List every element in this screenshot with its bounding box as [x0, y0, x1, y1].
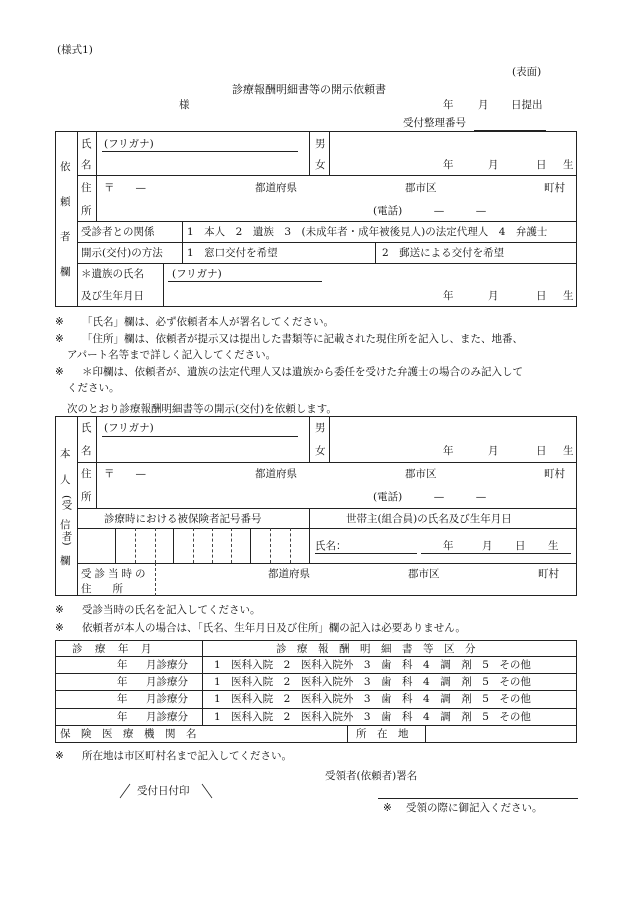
note-mark: ※ [55, 316, 64, 328]
past-town: 町村 [538, 568, 559, 580]
note-text: アパート名等まで詳しく記入してください。 [67, 349, 277, 361]
note-mark: ※ [55, 750, 64, 762]
householder-dob-month: 月 [482, 540, 493, 552]
date-month: 月 [478, 99, 489, 111]
patient-section-char: 欄 [60, 555, 71, 567]
period-row-year: 年 [117, 693, 128, 705]
period-header: 診 療 年 月 [72, 643, 153, 655]
insured-no-label: 診療時における被保険者記号番号 [104, 513, 262, 525]
note-text: 受診当時の氏名を記入してください。 [82, 604, 261, 616]
householder-name-label: 氏名： [315, 540, 347, 552]
requester-addr-label: 所 [81, 205, 92, 217]
form-code: (様式1) [57, 44, 93, 56]
bereaved-label: 及び生年月日 [81, 290, 144, 302]
period-row-year: 年 [117, 711, 128, 723]
requester-section-char: 者 [60, 231, 71, 243]
requester-town: 町村 [544, 182, 565, 194]
note-mark: ※ [55, 333, 64, 345]
past-pref: 都道府県 [268, 568, 310, 580]
bereaved-dob-day: 日 [536, 290, 547, 302]
patient-section-char: (受 [60, 495, 73, 510]
requester-section-char: 頼 [60, 196, 71, 208]
patient-addr-label: 住 [81, 468, 92, 480]
householder-name-input[interactable] [315, 553, 417, 554]
period-row-month: 月診療分 [146, 711, 188, 723]
stamp-left-slash [120, 784, 130, 798]
institution-label: 保 険 医 療 機 関 名 [60, 728, 197, 740]
requester-pref: 都道府県 [255, 182, 297, 194]
requester-section-char: 欄 [60, 266, 71, 278]
requester-postal[interactable]: 〒 — [104, 182, 146, 194]
patient-name-input[interactable] [102, 436, 298, 437]
note-mark: ※ [383, 802, 392, 814]
requester-dob-suffix: 生 [563, 159, 574, 171]
request-sentence: 次のとおり診療報酬明細書等の開示(交付)を依頼します。 [67, 403, 337, 415]
patient-furigana: (フリガナ) [104, 422, 154, 434]
bereaved-dob-year: 年 [443, 290, 454, 302]
householder-label: 世帯主(組合員)の氏名及び生年月日 [346, 513, 512, 525]
patient-name-label: 名 [81, 445, 92, 457]
patient-name-label: 氏 [81, 422, 92, 434]
patient-phone[interactable]: (電話) — — [373, 491, 487, 503]
date-day: 日提出 [511, 99, 543, 111]
patient-section-char: 信 [60, 519, 71, 531]
requester-city: 郡市区 [405, 182, 437, 194]
period-row-year: 年 [117, 659, 128, 671]
period-row-classes[interactable]: 1 医科入院 2 医科入院外 3 歯 科 4 調 剤 5 その他 [214, 676, 531, 688]
reception-no-label: 受付整理番号 [403, 117, 466, 129]
requester-sex-male[interactable]: 男 [315, 138, 326, 150]
householder-dob-day: 日 [515, 540, 526, 552]
patient-section-char: 者) [60, 531, 73, 546]
relation-options[interactable]: 1 本人 2 遺族 3 (未成年者・成年被後見人)の法定代理人 4 弁護士 [187, 226, 548, 238]
patient-sex-female[interactable]: 女 [315, 445, 326, 457]
note-mark: ※ [55, 604, 64, 616]
householder-dob-suffix: 生 [548, 540, 559, 552]
stamp-label: 受付日付印 [137, 785, 190, 797]
recipient-signature-line[interactable] [378, 798, 578, 799]
period-row-month: 月診療分 [146, 676, 188, 688]
requester-name-label: 名 [81, 159, 92, 171]
note-text: 受領の際に御記入ください。 [406, 802, 543, 814]
patient-city: 郡市区 [405, 468, 437, 480]
requester-name-label: 氏 [81, 138, 92, 150]
patient-dob-year: 年 [443, 445, 454, 457]
patient-dob-suffix: 生 [563, 445, 574, 457]
relation-label: 受診者との関係 [81, 226, 155, 238]
requester-section-char: 依 [60, 161, 71, 173]
requester-dob-year: 年 [443, 159, 454, 171]
side-label: (表面) [512, 66, 542, 78]
patient-sex-male[interactable]: 男 [315, 422, 326, 434]
note-text: 「住所」欄は、依頼者が提示又は提出した書類等に記載された現住所を記入し、また、地番、 [82, 333, 523, 345]
patient-section-char: 本 [60, 448, 71, 460]
location-label: 所 在 地 [356, 728, 409, 740]
period-row-classes[interactable]: 1 医科入院 2 医科入院外 3 歯 科 4 調 剤 5 その他 [214, 659, 531, 671]
note-text: 所在地は市区町村名まで記入してください。 [82, 750, 292, 762]
bereaved-dob-suffix: 生 [563, 290, 574, 302]
patient-postal[interactable]: 〒 — [104, 468, 146, 480]
recipient-signature-label: 受領者(依頼者)署名 [325, 770, 418, 782]
method-option-counter[interactable]: 1 窓口交付を希望 [187, 247, 278, 259]
bereaved-name-input[interactable] [168, 281, 322, 282]
page-title: 診療報酬明細書等の開示依頼書 [232, 83, 386, 96]
householder-dob-input[interactable] [421, 553, 571, 554]
bereaved-furigana: (フリガナ) [172, 268, 222, 280]
patient-dob-month: 月 [488, 445, 499, 457]
bereaved-label: ＊遺族の氏名 [81, 268, 144, 280]
stamp-right-slash [202, 784, 212, 798]
period-row-month: 月診療分 [146, 659, 188, 671]
period-row-classes[interactable]: 1 医科入院 2 医科入院外 3 歯 科 4 調 剤 5 その他 [214, 711, 531, 723]
period-row-month: 月診療分 [146, 693, 188, 705]
period-row-year: 年 [117, 676, 128, 688]
bereaved-dob-month: 月 [488, 290, 499, 302]
patient-section-char: 人 [60, 474, 71, 486]
requester-dob-day: 日 [536, 159, 547, 171]
past-addr-label: 住 所 [81, 583, 123, 595]
patient-town: 町村 [544, 468, 565, 480]
past-city: 郡市区 [408, 568, 440, 580]
class-header: 診 療 報 酬 明 細 書 等 区 分 [276, 643, 476, 655]
requester-phone[interactable]: (電話) — — [373, 205, 487, 217]
patient-pref: 都道府県 [255, 468, 297, 480]
date-year: 年 [443, 99, 454, 111]
past-addr-label: 受診当時の [81, 568, 149, 580]
requester-furigana: (フリガナ) [104, 138, 154, 150]
requester-addr-label: 住 [81, 182, 92, 194]
method-option-mail[interactable]: 2 郵送による交付を希望 [382, 247, 505, 259]
requester-dob-month: 月 [488, 159, 499, 171]
note-mark: ※ [55, 622, 64, 634]
note-text: 「氏名」欄は、必ず依頼者本人が署名してください。 [82, 316, 334, 328]
patient-dob-day: 日 [536, 445, 547, 457]
addressee-suffix: 様 [179, 99, 190, 111]
method-label: 開示(交付)の方法 [81, 247, 163, 259]
note-text: ＊印欄は、依頼者が、遺族の法定代理人又は遺族から委任を受けた弁護士の場合のみ記入して [82, 366, 523, 378]
householder-dob-year: 年 [443, 540, 454, 552]
note-text: 依頼者が本人の場合は、「氏名、生年月日及び住所」欄の記入は必要ありません。 [82, 622, 466, 634]
note-mark: ※ [55, 366, 64, 378]
patient-addr-label: 所 [81, 491, 92, 503]
requester-sex-female[interactable]: 女 [315, 159, 326, 171]
requester-name-input[interactable] [102, 151, 298, 152]
note-text: ください。 [67, 382, 120, 394]
period-row-classes[interactable]: 1 医科入院 2 医科入院外 3 歯 科 4 調 剤 5 その他 [214, 693, 531, 705]
